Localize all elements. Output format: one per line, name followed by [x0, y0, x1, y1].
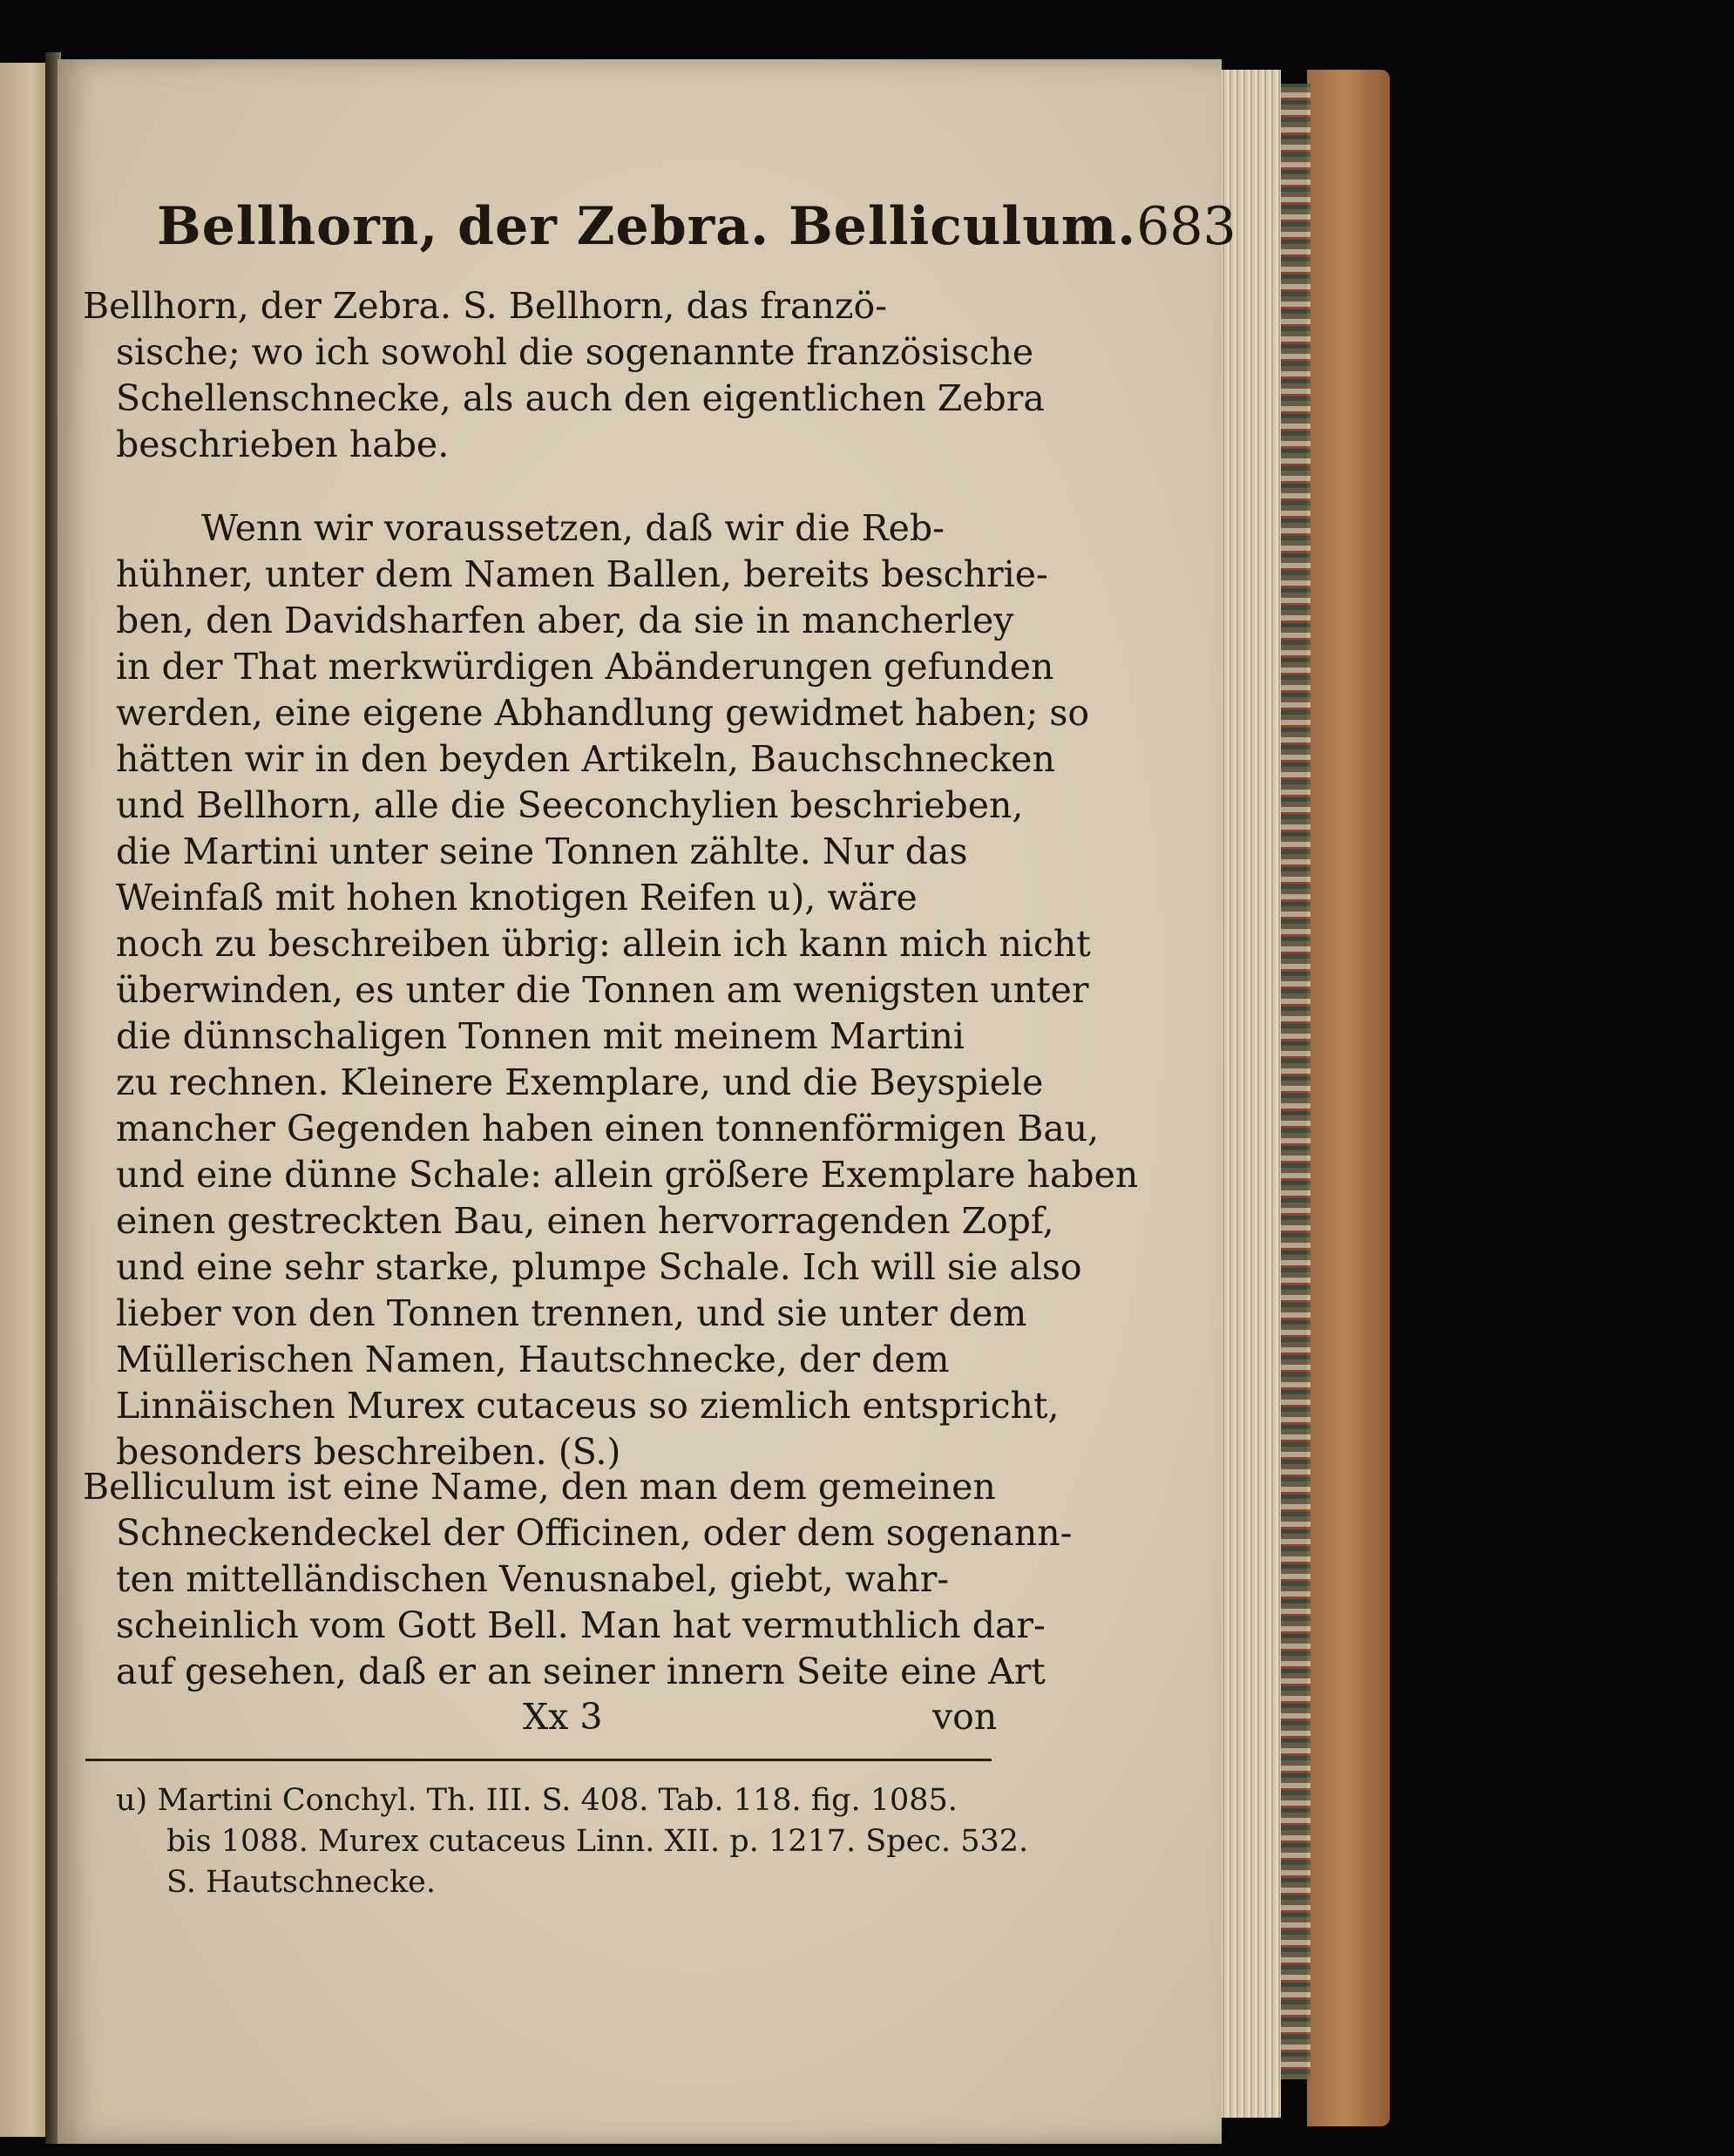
text-line: die Martini unter seine Tonnen zählte. Nur das	[116, 831, 968, 872]
left-page-edge	[0, 63, 52, 2137]
text-line: werden, eine eigene Abhandlung gewidmet haben; so	[116, 692, 1090, 734]
text-line: zu rechnen. Kleinere Exemplare, und die Beyspiele	[116, 1061, 1044, 1103]
text-line: und Bellhorn, alle die Seeconchylien beschrieben,	[116, 784, 1024, 826]
footnote-rule	[85, 1759, 992, 1761]
text-line: scheinlich vom Gott Bell. Man hat vermuthlich dar-	[116, 1604, 1046, 1646]
text-line: lieber von den Tonnen trennen, und sie unter dem	[116, 1292, 1027, 1334]
text-line: hätten wir in den beyden Artikeln, Bauchschnecken	[116, 738, 1055, 780]
text-line: und eine sehr starke, plumpe Schale. Ich will sie also	[116, 1246, 1082, 1288]
text-line: auf gesehen, daß er an seiner innern Seite eine Art	[116, 1651, 1046, 1692]
footnote-line: bis 1088. Murex cutaceus Linn. XII. p. 1217. Spec. 532.	[166, 1824, 1029, 1859]
text-line: Wenn wir voraussetzen, daß wir die Reb-	[201, 507, 945, 549]
text-line: die dünnschaligen Tonnen mit meinem Martini	[116, 1015, 965, 1057]
text-line: mancher Gegenden haben einen tonnenförmigen Bau,	[116, 1108, 1100, 1149]
footnote-line: S. Hautschnecke.	[166, 1865, 436, 1900]
page-number: 683	[1136, 196, 1236, 257]
marbled-edge	[1281, 84, 1311, 2079]
text-line: in der That merkwürdigen Abänderungen gefunden	[116, 646, 1054, 688]
text-line: Linnäischen Murex cutaceus so ziemlich entspricht,	[116, 1385, 1060, 1427]
text-line: Schellenschnecke, als auch den eigentlichen Zebra	[116, 377, 1045, 419]
running-header	[157, 183, 1236, 270]
text-line: Belliculum ist eine Name, den man dem gemeinen	[83, 1466, 996, 1508]
text-line: ten mittelländischen Venusnabel, giebt, wahr-	[116, 1558, 950, 1600]
signature-mark: Xx 3	[523, 1696, 603, 1738]
entry-bellhorn-zebra	[83, 283, 1045, 468]
text-line: Schneckendeckel der Officinen, oder dem sogenann-	[116, 1512, 1073, 1554]
text-line: überwinden, es unter die Tonnen am wenigsten unter	[116, 969, 1089, 1011]
entry-belliculum	[83, 1464, 1073, 1695]
text-line: beschrieben habe.	[116, 424, 450, 465]
body-paragraph	[116, 505, 1139, 1475]
footnote	[116, 1780, 1029, 1903]
text-line: ben, den Davidsharfen aber, da sie in mancherley	[116, 600, 1014, 641]
book-cover-edge	[1307, 70, 1390, 2126]
text-line: besonders beschreiben. (S.)	[116, 1431, 621, 1473]
catchword: von	[932, 1696, 998, 1738]
page-fore-edge	[1220, 70, 1281, 2118]
footnote-line: u) Martini Conchyl. Th. III. S. 408. Tab. 118. fig. 1085.	[116, 1783, 958, 1818]
text-line: sische; wo ich sowohl die sogenannte französische	[116, 331, 1034, 373]
text-line: Bellhorn, der Zebra. S. Bellhorn, das franzö-	[83, 285, 888, 327]
header-title: Bellhorn, der Zebra. Belliculum.	[157, 196, 1137, 257]
text-line: Müllerischen Namen, Hautschnecke, der dem	[116, 1339, 950, 1380]
text-line: einen gestreckten Bau, einen hervorragenden Zopf,	[116, 1200, 1054, 1242]
text-line: noch zu beschreiben übrig: allein ich kann mich nicht	[116, 923, 1091, 965]
text-line: Weinfaß mit hohen knotigen Reifen u), wäre	[116, 877, 918, 919]
text-line: hühner, unter dem Namen Ballen, bereits beschrie-	[116, 553, 1048, 595]
text-line: und eine dünne Schale: allein größere Exemplare haben	[116, 1154, 1139, 1196]
